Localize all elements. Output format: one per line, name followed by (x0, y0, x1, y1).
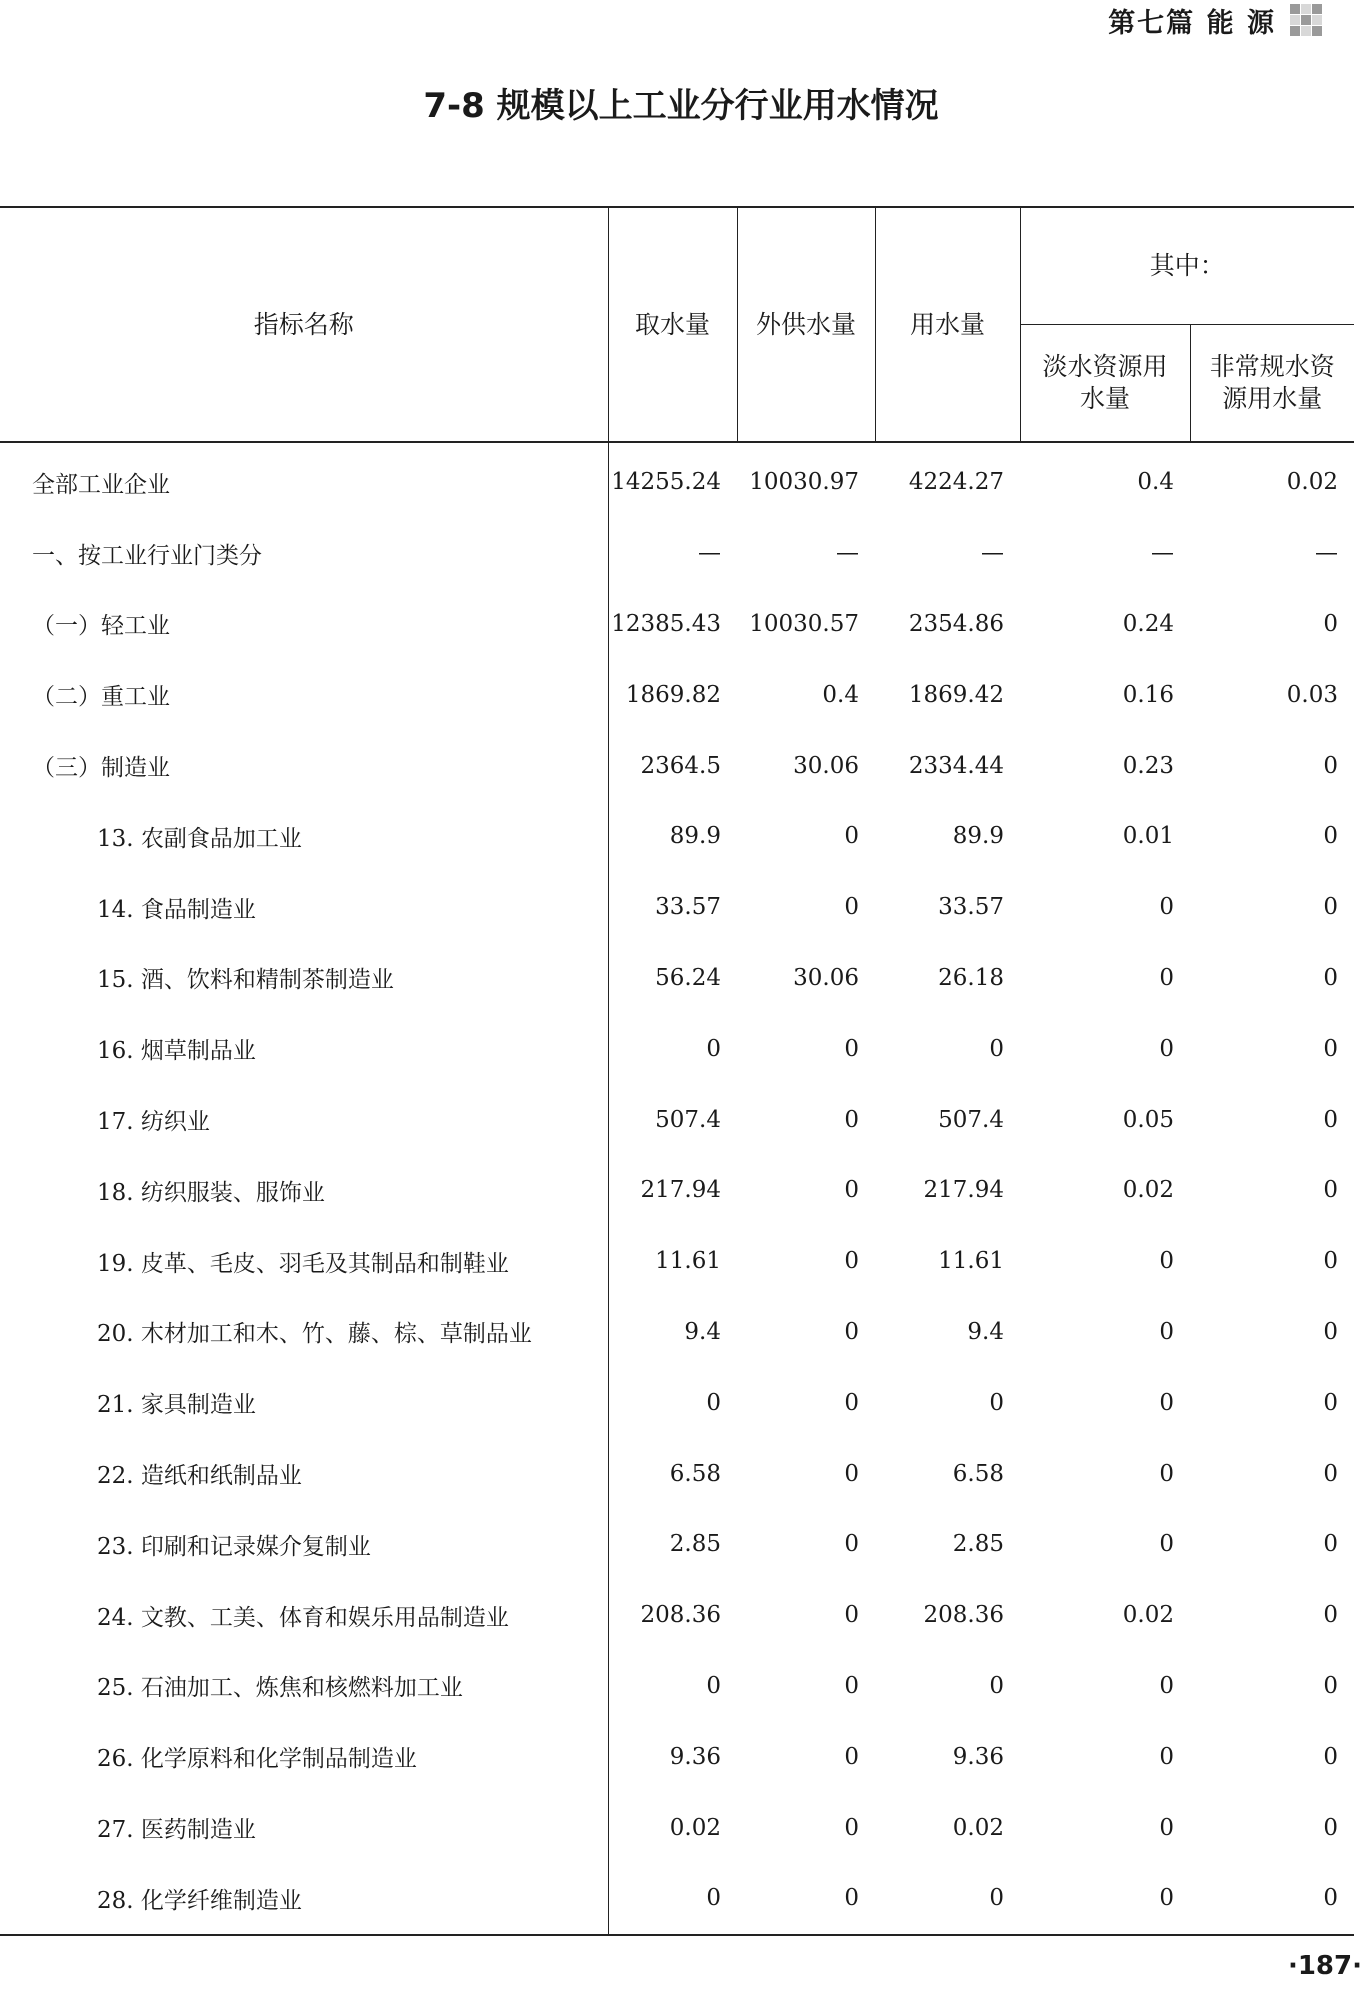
intake-cell: 0 (608, 1013, 737, 1084)
fresh-cell: 0 (1159, 964, 1174, 991)
fresh-cell: 0.05 (1122, 1106, 1174, 1133)
intake-cell: 6.58 (608, 1438, 737, 1509)
nonconventional-cell: 0 (1323, 1460, 1339, 1487)
supply-out-cell: 0 (844, 1672, 859, 1699)
header-supply-out: 外供水量 (737, 207, 875, 442)
nonconventional-cell: 0 (1323, 1318, 1339, 1345)
usage-cell: — (981, 540, 1004, 567)
fresh-cell: 0.02 (1122, 1602, 1174, 1629)
nonconventional-cell: 0 (1323, 752, 1339, 779)
table-row (0, 1651, 1354, 1722)
intake-cell: 56.24 (608, 943, 737, 1014)
supply-out-cell: 0 (844, 823, 859, 850)
intake-cell: 11.61 (608, 1226, 737, 1297)
nonconventional-cell: 0.02 (1286, 469, 1339, 496)
usage-cell: 89.9 (952, 823, 1004, 850)
nonconventional-cell: 0 (1323, 1743, 1339, 1770)
intake-cell: 0 (608, 1863, 737, 1935)
intake-cell: 9.36 (608, 1721, 737, 1792)
nonconventional-cell: 0 (1323, 1814, 1339, 1841)
supply-out-cell: 0 (844, 1460, 859, 1487)
table-row (0, 730, 1354, 801)
table-row (0, 589, 1354, 660)
intake-cell: 1869.82 (608, 659, 737, 730)
row-name: 全部工业企业 (32, 471, 170, 498)
fresh-cell: 0 (1159, 1389, 1174, 1416)
usage-cell: 2354.86 (908, 610, 1004, 637)
fresh-cell: 0 (1159, 1035, 1174, 1062)
fresh-cell: 0.01 (1122, 823, 1174, 850)
table-row (0, 1509, 1354, 1580)
header-of-which: 其中： (1020, 207, 1354, 325)
usage-cell: 33.57 (938, 894, 1004, 921)
row-name: （三）制造业 (32, 755, 170, 782)
row-name: 22. 造纸和纸制品业 (97, 1463, 302, 1490)
fresh-cell: 0 (1159, 1318, 1174, 1345)
row-name: （一）轻工业 (32, 613, 170, 640)
fresh-cell: 0.02 (1122, 1177, 1174, 1204)
table-row (0, 1155, 1354, 1226)
intake-cell: 89.9 (608, 801, 737, 872)
usage-cell: 26.18 (938, 964, 1004, 991)
header-fresh: 淡水资源用水量 (1020, 325, 1190, 443)
row-name: 23. 印刷和记录媒介复制业 (97, 1533, 371, 1560)
row-name: 28. 化学纤维制造业 (0, 1863, 608, 1935)
intake-cell: 2.85 (608, 1509, 737, 1580)
table-body (0, 442, 1354, 1935)
intake-cell: 14255.24 (608, 442, 737, 518)
usage-cell: 0 (989, 1389, 1004, 1416)
row-name: 24. 文教、工美、体育和娱乐用品制造业 (97, 1604, 509, 1631)
usage-cell: 1869.42 (908, 681, 1004, 708)
nonconventional-cell: 0 (1323, 610, 1339, 637)
header-usage: 用水量 (875, 207, 1020, 442)
row-name: 17. 纺织业 (97, 1109, 210, 1136)
table-row (0, 1297, 1354, 1368)
table-row (0, 1226, 1354, 1297)
usage-cell: 2.85 (952, 1531, 1004, 1558)
supply-out-cell: 0 (844, 894, 859, 921)
intake-cell: 0 (608, 1367, 737, 1438)
usage-cell: 2334.44 (908, 752, 1004, 779)
fresh-cell: 0 (1020, 1863, 1190, 1935)
table-row (0, 801, 1354, 872)
table-row (0, 1084, 1354, 1155)
table-row (0, 1013, 1354, 1084)
fresh-cell: 0 (1159, 1248, 1174, 1275)
checker-pattern-icon (1290, 4, 1322, 36)
fresh-cell: 0.16 (1122, 681, 1174, 708)
page-number: ·187· (1287, 1951, 1362, 1981)
nonconventional-cell: 0 (1323, 894, 1339, 921)
nonconventional-cell: 0 (1323, 1177, 1339, 1204)
page-title: 7-8 规模以上工业分行业用水情况 (423, 86, 939, 126)
header-intake: 取水量 (608, 207, 737, 442)
supply-out-cell: 0 (844, 1389, 859, 1416)
usage-cell: 208.36 (923, 1602, 1004, 1629)
supply-out-cell: 10030.57 (749, 610, 859, 637)
supply-out-cell: 10030.97 (749, 469, 859, 496)
row-name: （二）重工业 (32, 684, 170, 711)
table-row (0, 659, 1354, 730)
chapter-header (1108, 0, 1322, 40)
row-name: 15. 酒、饮料和精制茶制造业 (97, 967, 394, 994)
usage-cell: 0 (989, 1672, 1004, 1699)
table-row (0, 1580, 1354, 1651)
supply-out-cell: 0 (844, 1531, 859, 1558)
supply-out-cell: 0 (844, 1318, 859, 1345)
table-row (0, 1438, 1354, 1509)
usage-cell: 217.94 (923, 1177, 1004, 1204)
usage-cell: 0.02 (952, 1814, 1004, 1841)
row-name: 27. 医药制造业 (97, 1817, 256, 1844)
supply-out-cell: 30.06 (793, 964, 859, 991)
row-name: 25. 石油加工、炼焦和核燃料加工业 (97, 1675, 463, 1702)
usage-cell: 6.58 (952, 1460, 1004, 1487)
fresh-cell: 0 (1159, 1531, 1174, 1558)
supply-out-cell: — (836, 540, 859, 567)
supply-out-cell: 0 (844, 1814, 859, 1841)
supply-out-cell: 0 (844, 1177, 859, 1204)
intake-cell: — (608, 518, 737, 589)
supply-out-cell: 0.4 (822, 681, 859, 708)
nonconventional-cell: 0 (1323, 1389, 1339, 1416)
table-row (0, 1863, 1354, 1935)
usage-cell: 507.4 (938, 1106, 1004, 1133)
row-name: 18. 纺织服装、服饰业 (97, 1179, 325, 1206)
nonconventional-cell: — (1315, 540, 1339, 567)
chapter-title: 第七篇 能 源 (1108, 7, 1276, 39)
intake-cell: 33.57 (608, 872, 737, 943)
fresh-cell: 0 (1159, 1672, 1174, 1699)
intake-cell: 208.36 (608, 1580, 737, 1651)
usage-cell: 0 (875, 1863, 1020, 1935)
nonconventional-cell: 0 (1323, 964, 1339, 991)
fresh-cell: — (1151, 540, 1174, 567)
row-name: 19. 皮革、毛皮、羽毛及其制品和制鞋业 (97, 1250, 509, 1277)
fresh-cell: 0 (1159, 1460, 1174, 1487)
intake-cell: 507.4 (608, 1084, 737, 1155)
nonconventional-cell: 0.03 (1286, 681, 1339, 708)
row-name: 26. 化学原料和化学制品制造业 (97, 1746, 417, 1773)
table-row (0, 518, 1354, 589)
usage-cell: 9.4 (967, 1318, 1004, 1345)
row-name: 14. 食品制造业 (97, 896, 256, 923)
fresh-cell: 0.24 (1122, 610, 1174, 637)
row-name: 一、按工业行业门类分 (32, 542, 262, 569)
table-row (0, 872, 1354, 943)
nonconventional-cell: 0 (1190, 1863, 1354, 1935)
row-name: 21. 家具制造业 (97, 1392, 256, 1419)
nonconventional-cell: 0 (1323, 823, 1339, 850)
nonconventional-cell: 0 (1323, 1672, 1339, 1699)
nonconventional-cell: 0 (1323, 1531, 1339, 1558)
intake-cell: 217.94 (608, 1155, 737, 1226)
table-row (0, 442, 1354, 518)
intake-cell: 0.02 (608, 1792, 737, 1863)
nonconventional-cell: 0 (1323, 1602, 1339, 1629)
intake-cell: 0 (608, 1651, 737, 1722)
fresh-cell: 0.23 (1122, 752, 1174, 779)
fresh-cell: 0 (1159, 1814, 1174, 1841)
supply-out-cell: 0 (844, 1743, 859, 1770)
row-name: 16. 烟草制品业 (97, 1038, 256, 1065)
table-row (0, 1721, 1354, 1792)
row-name: 20. 木材加工和木、竹、藤、棕、草制品业 (97, 1321, 532, 1348)
supply-out-cell: 0 (844, 1248, 859, 1275)
table-row (0, 943, 1354, 1014)
fresh-cell: 0.4 (1137, 469, 1174, 496)
supply-out-cell: 0 (844, 1035, 859, 1062)
nonconventional-cell: 0 (1323, 1248, 1339, 1275)
supply-out-cell: 30.06 (793, 752, 859, 779)
intake-cell: 9.4 (608, 1297, 737, 1368)
nonconventional-cell: 0 (1323, 1106, 1339, 1133)
row-name: 13. 农副食品加工业 (97, 825, 302, 852)
nonconventional-cell: 0 (1323, 1035, 1339, 1062)
intake-cell: 2364.5 (608, 730, 737, 801)
header-nonconventional: 非常规水资源用水量 (1190, 325, 1354, 443)
supply-out-cell: 0 (844, 1106, 859, 1133)
fresh-cell: 0 (1159, 894, 1174, 921)
supply-out-cell: 0 (844, 1602, 859, 1629)
usage-cell: 4224.27 (908, 469, 1004, 496)
intake-cell: 12385.43 (608, 589, 737, 660)
header-indicator: 指标名称 (253, 309, 354, 339)
usage-cell: 11.61 (938, 1248, 1004, 1275)
table-row (0, 1367, 1354, 1438)
usage-cell: 0 (989, 1035, 1004, 1062)
usage-cell: 9.36 (952, 1743, 1004, 1770)
table-row (0, 1792, 1354, 1863)
fresh-cell: 0 (1159, 1743, 1174, 1770)
supply-out-cell: 0 (737, 1863, 875, 1935)
water-usage-table (0, 206, 1354, 1936)
